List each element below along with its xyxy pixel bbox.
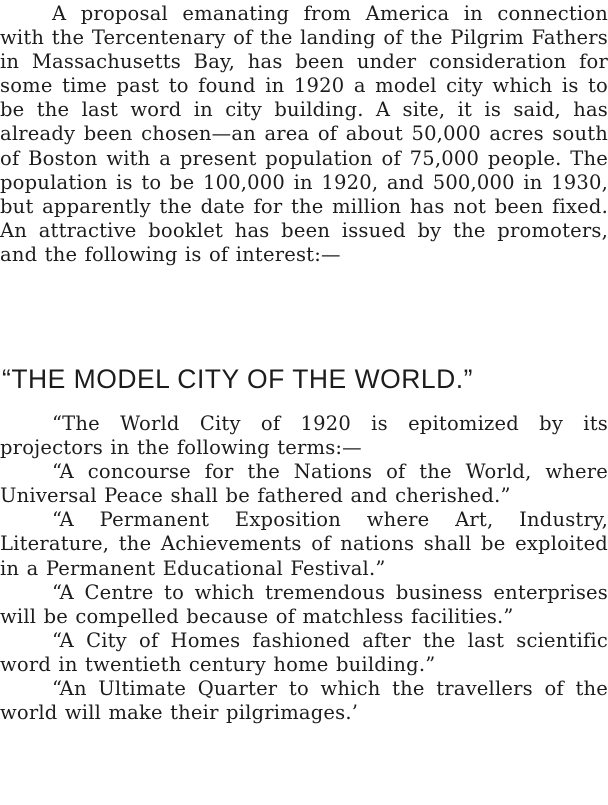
- quote-paragraph: “The World City of 1920 is epitomized by its projectors in the following terms:—: [0, 412, 608, 460]
- quote-list: [0, 412, 608, 725]
- article-heading: “THE MODEL CITY OF THE WORLD.”: [2, 364, 473, 394]
- quote-paragraph: “An Ultimate Quarter to which the travellers of the world will make their pilgrimages.’: [0, 677, 608, 725]
- quote-paragraph: “A concourse for the Nations of the World, where Universal Peace shall be fathered and cherished.”: [0, 460, 608, 508]
- intro-paragraph: A proposal emanating from America in connection with the Tercentenary of the landing of the Pilgrim Fathers in Massachusetts Bay, has been under consideration for some time past to found in 1920 a model city which is to be the last word in city building. A site, it is said, has already been chosen—an area of about 50,000 acres south of Boston with a present population of 75,000 people. The population is to be 100,000 in 1920, and 500,000 in 1930, but apparently the date for the million has not been fixed. An attractive booklet has been issued by the promoters, and the following is of interest:—: [0, 2, 608, 266]
- quote-paragraph: “A Centre to which tremendous business enterprises will be compelled because of matchless facilities.”: [0, 580, 608, 628]
- quote-paragraph: “A City of Homes fashioned after the last scientific word in twentieth century home building.”: [0, 628, 608, 676]
- quote-paragraph: “A Permanent Exposition where Art, Industry, Literature, the Achievements of nations shall be exploited in a Permanent Educational Festival.”: [0, 508, 608, 580]
